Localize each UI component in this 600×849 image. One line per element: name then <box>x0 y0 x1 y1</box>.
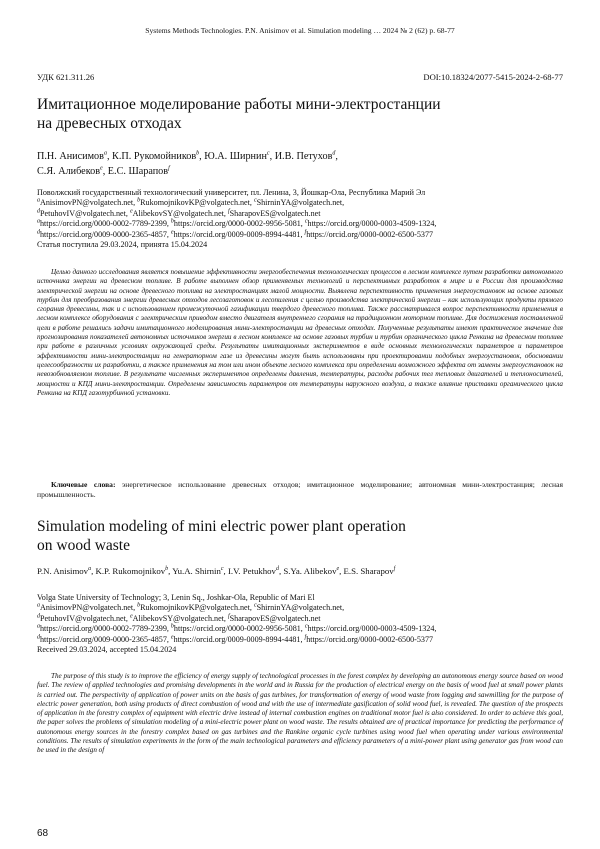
author-name: I.V. Petukhov <box>227 566 276 576</box>
email-sup: e <box>129 208 133 215</box>
orcid-link[interactable]: https://orcid.org/0000-0002-6500-5377 <box>306 634 434 644</box>
author-name: Yu.A. Shirnin <box>172 566 221 576</box>
page-number: 68 <box>37 828 49 839</box>
email-sup: b <box>137 602 141 609</box>
author-name: P.N. Anisimov <box>37 566 89 576</box>
received-date-en: Received 29.03.2024, accepted 15.04.2024 <box>37 645 177 655</box>
doi-link[interactable]: DOI:10.18324/2077-5415-2024-2-68-77 <box>423 72 563 82</box>
email-link[interactable]: SharapovES@volgatech.net <box>229 613 321 623</box>
orcid-link[interactable]: https://orcid.org/0000-0003-4509-1324, <box>307 624 437 634</box>
author-separator: , <box>91 566 96 576</box>
author-sup: f <box>393 566 396 573</box>
email-link[interactable]: ShirninYA@volgatech.net, <box>256 603 345 613</box>
email-sup: a <box>37 602 40 609</box>
email-sup: a <box>37 197 40 204</box>
email-sup: b <box>137 197 141 204</box>
author-name: П.Н. Анисимов <box>37 151 104 162</box>
orcid-sup: c <box>304 218 308 225</box>
author-separator: , <box>269 151 275 162</box>
orcid-sup: f <box>304 228 307 235</box>
author-name: С.Я. Алибеков <box>37 166 101 177</box>
orcid-sup: e <box>170 228 174 235</box>
email-link[interactable]: AlibekovSY@volgatech.net, <box>132 208 228 218</box>
author-sup: f <box>168 165 170 172</box>
orcid-sup: b <box>170 218 174 225</box>
keywords-ru <box>37 480 563 500</box>
author-sup: c <box>220 566 224 573</box>
orcid-sup: d <box>37 228 40 235</box>
received-date-ru: Статья поступила 29.03.2024, принята 15.04.2024 <box>37 240 208 250</box>
author-sup: d <box>275 566 279 573</box>
email-link[interactable]: RukomojnikovKP@volgatech.net, <box>140 198 254 208</box>
email-sup: f <box>227 208 230 215</box>
email-sup: e <box>129 613 133 620</box>
orcid-line <box>37 624 563 634</box>
article-title-ru <box>37 95 563 133</box>
affiliation-block-en <box>37 593 563 655</box>
author-sup: d <box>332 150 336 157</box>
author-sup: b <box>196 150 200 157</box>
email-link[interactable]: PetuhovIV@volgatech.net, <box>40 613 130 623</box>
affiliation-ru: Поволжский государственный технологический университет, пл. Ленина, 3, Йошкар-Ола, Республика Марий Эл <box>37 188 426 197</box>
authors-ru-line-2 <box>37 164 563 179</box>
author-name: И.В. Петухов <box>274 151 333 162</box>
email-link[interactable]: SharapovES@volgatech.net <box>229 208 321 218</box>
authors-ru <box>37 149 563 179</box>
email-sup: c <box>253 197 257 204</box>
journal-page <box>37 0 563 849</box>
author-separator: , <box>199 151 205 162</box>
abstract-ru: Целью данного исследования является повышение эффективности энергообеспечения технологических процессов в лесном комплексе путем разработки автономного источника энергии на древесном топливе. В работе выполнен обзор применяемых технологий и перспективных разработок в мире и в России для производства электрической энергии на основе древесного топлива на электростанциях малой мощности. Выявлена перспективность применения энергоустановок на основе газовых турбин для преобразования энергии древесных отходов лесозаготовок и лесопиления с целью производства электрической энергии – как использующих продукты прямого сгорания древесины, так и с использованием промежуточной газификации твердого древесного топлива. Также рассматривался вопрос перспективности применения в лесном комплексе оборудования с электрическим приводом вместо двигателя внутреннего сгорания на традиционном моторном топливе. Для достижения поставленной цели в работе решались задачи имитационного моделирования мини-электростанции на древесных отходах. Полученные результаты имеют практическое значение для прогнозирования показателей автономных источников энергии в лесном комплексе на основе газовых турбин и турбин органического цикла Ренкина на древесном топливе при работе в различных условиях окружающей среды. Результаты имитационных экспериментов в виде основных технологических параметров и параметров эффективности мини-электростанции на генераторном газе из древесины могут быть использованы при проектировании подобных энергоустановок, обосновании целесообразности их разработки, а также применения на том или ином объекте лесного комплекса при определении возможного эффекта от замены энергоустановок на невозобновляемом топливе. В результате численных экспериментов определены давления, температуры, расходы рабочих тел тепловых двигателей и теплоносителей, мощности и КПД мини-электростанции. Определены зависимость параметров от температуры наружного воздуха, а также влияние приставки органического цикла Ренкина на КПД газотурбинной установки. <box>37 268 563 397</box>
email-sup: d <box>37 208 40 215</box>
orcid-sup: a <box>37 218 40 225</box>
orcid-link[interactable]: https://orcid.org/0009-0000-2365-4857, <box>40 634 171 644</box>
email-link[interactable]: AnisimovPN@volgatech.net, <box>40 603 138 613</box>
email-line <box>37 198 563 208</box>
author-separator: , <box>168 566 173 576</box>
orcid-link[interactable]: https://orcid.org/0000-0002-7789-2399, <box>40 624 171 634</box>
email-link[interactable]: PetuhovIV@volgatech.net, <box>40 208 130 218</box>
email-line <box>37 614 563 624</box>
article-title-en <box>37 517 563 555</box>
author-name: S.Ya. Alibekov <box>283 566 337 576</box>
udk-code: УДК 621.311.26 <box>37 72 95 82</box>
title-ru-line-2: на древесных отходах <box>37 115 182 132</box>
orcid-sup: d <box>37 633 40 640</box>
email-link[interactable]: ShirninYA@volgatech.net, <box>256 198 345 208</box>
orcid-line <box>37 219 563 229</box>
orcid-link[interactable]: https://orcid.org/0000-0002-7789-2399, <box>40 219 171 229</box>
authors-en <box>37 566 563 576</box>
author-name: Е.С. Шарапов <box>107 166 169 177</box>
email-link[interactable]: AlibekovSY@volgatech.net, <box>132 613 228 623</box>
author-sup: e <box>100 165 103 172</box>
orcid-link[interactable]: https://orcid.org/0000-0003-4509-1324, <box>307 219 437 229</box>
email-link[interactable]: AnisimovPN@volgatech.net, <box>40 198 138 208</box>
author-name: E.S. Sharapov <box>343 566 394 576</box>
orcid-link[interactable]: https://orcid.org/0000-0002-9956-5081, <box>173 624 305 634</box>
orcid-sup: f <box>304 633 307 640</box>
email-link[interactable]: RukomojnikovKP@volgatech.net, <box>140 603 254 613</box>
email-line <box>37 603 563 613</box>
orcid-link[interactable]: https://orcid.org/0009-0009-8994-4481, <box>173 634 305 644</box>
author-separator: , <box>106 151 113 162</box>
author-name: Ю.А. Ширнин <box>204 151 267 162</box>
orcid-line <box>37 230 563 240</box>
email-sup: c <box>253 602 257 609</box>
orcid-link[interactable]: https://orcid.org/0000-0002-6500-5377 <box>306 229 434 239</box>
orcid-line <box>37 635 563 645</box>
orcid-sup: e <box>170 633 174 640</box>
author-sup: a <box>103 150 107 157</box>
author-separator: , <box>223 566 228 576</box>
keywords-label: Ключевые слова: <box>51 480 116 489</box>
orcid-sup: b <box>170 623 174 630</box>
keywords-text: энергетическое использование древесных отходов; имитационное моделирование; автономная мини-электростанция; лесная промышленность. <box>37 480 563 499</box>
author-sup: e <box>336 566 340 573</box>
orcid-link[interactable]: https://orcid.org/0000-0002-9956-5081, <box>173 219 305 229</box>
title-ru-line-1: Имитационное моделирование работы мини-электростанции <box>37 96 441 113</box>
title-en-line-1: Simulation modeling of mini electric power plant operation <box>37 518 406 535</box>
title-en-line-2: on wood waste <box>37 537 130 554</box>
author-name: К.П. Рукомойников <box>112 151 197 162</box>
email-sup: f <box>227 613 230 620</box>
abstract-en: The purpose of this study is to improve the efficiency of energy supply of technological processes in the forest complex by developing an autonomous energy source based on wood fuel. The review of applied technologies and promising developments in the world and in Russia for the production of electrical energy on the basis of wood fuel at small power plants is carried out. The perspectivity of application of power units on the basis of gas turbines, for transformation of energy of wood waste from logging and sawmilling for the purpose of electric power generation, both using products of direct combustion of wood and with the use of intermediate gasification of solid wood fuel, is revealed. The question of the prospects of application in the forestry complex of equipment with electric drive instead of internal combustion engines on traditional motor fuel is also considered. In order to achieve this goal, the paper solves the problems of simulation modeling of a mini-electric power plant on wood waste. The results obtained are of practical importance for predicting the performance of autonomous energy sources in the forestry complex based on gas turbines and the Rankine organic cycle turbines using wood fuel when operating under various environmental conditions. The results of simulation experiments in the form of the main technological parameters and efficiency parameters of a mini-power plant using generator gas from wood can be used in the design of <box>37 672 563 755</box>
author-separator: , <box>335 151 338 162</box>
email-sup: d <box>37 613 40 620</box>
author-separator: , <box>339 566 344 576</box>
author-separator: , <box>102 166 108 177</box>
orcid-sup: c <box>304 623 308 630</box>
running-header: Systems Methods Technologies. P.N. Anisimov et al. Simulation modeling … 2024 № 2 (62) p. 68-77 <box>145 26 455 35</box>
author-separator: , <box>278 566 284 576</box>
orcid-link[interactable]: https://orcid.org/0009-0000-2365-4857, <box>40 229 171 239</box>
author-sup: b <box>165 566 169 573</box>
orcid-link[interactable]: https://orcid.org/0009-0009-8994-4481, <box>173 229 305 239</box>
author-sup: a <box>88 566 92 573</box>
affiliation-block-ru <box>37 188 563 250</box>
authors-ru-line-1 <box>37 149 563 164</box>
orcid-sup: a <box>37 623 40 630</box>
affiliation-en: Volga State University of Technology; 3, Lenin Sq., Joshkar-Ola, Republic of Mari El <box>37 593 315 602</box>
email-line <box>37 209 563 219</box>
author-name: K.P. Rukomojnikov <box>95 566 166 576</box>
author-sup: c <box>266 150 270 157</box>
